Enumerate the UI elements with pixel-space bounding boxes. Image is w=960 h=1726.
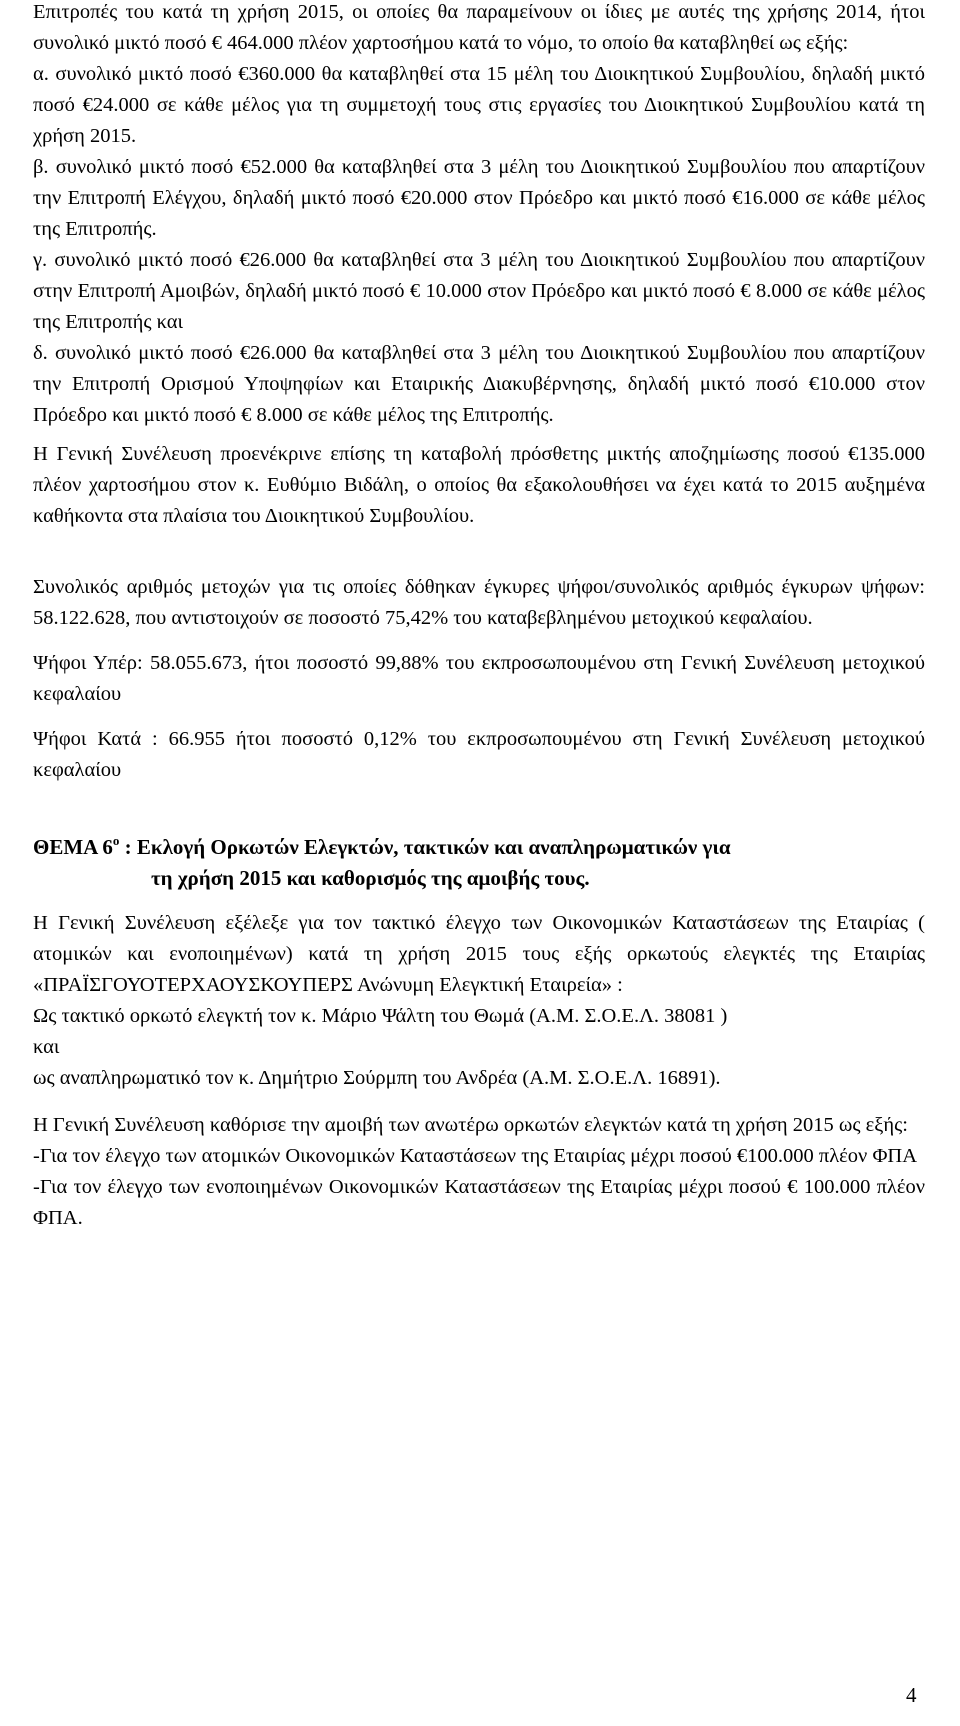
paragraph-auditors-fees: Η Γενική Συνέλευση καθόρισε την αμοιβή των ανωτέρω ορκωτών ελεγκτών κατά τη χρήση 2015 ως εξής:	[33, 1114, 908, 1136]
spacer	[33, 431, 925, 439]
spacer	[33, 710, 925, 724]
heading-title: : Εκλογή Ορκωτών Ελεγκτών, τακτικών και αναπληρωματικών για	[119, 835, 731, 859]
spacer	[33, 786, 925, 832]
paragraph-additional-compensation: Η Γενική Συνέλευση προενέκρινε επίσης τη καταβολή πρόσθετης μικτής αποζημίωσης ποσού €135.000 πλέον χαρτοσήμου στον κ. Ευθύμιο Βιδάλη, ο οποίος θα εξακολουθήσει να έχει κατά το 2015 αυξημένα καθήκοντα στα πλαίσια του Διοικητικού Συμβουλίου.	[33, 443, 925, 527]
spacer	[33, 634, 925, 648]
section-heading-topic-6	[33, 832, 925, 894]
document-body	[33, 0, 925, 1234]
spacer	[33, 532, 925, 572]
heading-superscript: ο	[112, 833, 120, 848]
page-number: 4	[906, 1683, 917, 1707]
spacer	[33, 894, 925, 908]
paragraph-auditors-election: Η Γενική Συνέλευση εξέλεξε για τον τακτικό έλεγχο των Οικονομικών Καταστάσεων της Εταιρίας ( ατομικών και ενοποιημένων) κατά τη χρήση 2015 τους εξής ορκωτούς ελεγκτές της Εταιρίας «ΠΡΑΪΣΓΟΥΟΤΕΡΧΑΟΥΣΚΟΥΠΕΡΣ Ανώνυμη Ελεγκτική Εταιρεία» :	[33, 912, 925, 996]
paragraph-committees-intro: Επιτροπές του κατά τη χρήση 2015, οι οποίες θα παραμείνουν οι ίδιες με αυτές της χρήσης 2014, ήτοι συνολικό μικτό ποσό € 464.000 πλέον χαρτοσήμου κατά το νόμο, το οποίο θα καταβληθεί ως εξής:	[33, 1, 925, 54]
paragraph-item-d: δ. συνολικό μικτό ποσό €26.000 θα καταβληθεί στα 3 μέλη του Διοικητικού Συμβουλίου που απαρτίζουν την Επιτροπή Ορισμού Υποψηφίων και Εταιρικής Διακυβέρνησης, δηλαδή μικτό ποσό €10.000 στον Πρόεδρο και μικτό ποσό € 8.000 σε κάθε μέλος της Επιτροπής.	[33, 342, 925, 426]
paragraph-and: και	[33, 1036, 60, 1058]
paragraph-regular-auditor: Ως τακτικό ορκωτό ελεγκτή τον κ. Μάριο Ψάλτη του Θωμά (Α.Μ. Σ.Ο.Ε.Λ. 38081 )	[33, 1005, 728, 1027]
heading-line-1	[33, 832, 925, 863]
paragraph-fee-standalone: -Για τον έλεγχο των ατομικών Οικονομικών Καταστάσεων της Εταιρίας μέχρι ποσού €100.000 πλέον ΦΠΑ	[33, 1145, 918, 1167]
paragraph-shares-total: Συνολικός αριθμός μετοχών για τις οποίες δόθηκαν έγκυρες ψήφοι/συνολικός αριθμός έγκυρων ψήφων: 58.122.628, που αντιστοιχούν σε ποσοστό 75,42% του καταβεβλημένου μετοχικού κεφαλαίου.	[33, 576, 925, 629]
spacer	[33, 1094, 925, 1110]
paragraph-item-c: γ. συνολικό μικτό ποσό €26.000 θα καταβληθεί στα 3 μέλη του Διοικητικού Συμβουλίου που απαρτίζουν στην Επιτροπή Αμοιβών, δηλαδή μικτό ποσό € 10.000 στον Πρόεδρο και μικτό ποσό € 8.000 σε κάθε μέλος της Επιτροπής και	[33, 249, 925, 333]
heading-line-2: τη χρήση 2015 και καθορισμός της αμοιβής τους.	[151, 866, 590, 890]
paragraph-item-b: β. συνολικό μικτό ποσό €52.000 θα καταβληθεί στα 3 μέλη του Διοικητικού Συμβουλίου που απαρτίζουν την Επιτροπή Ελέγχου, δηλαδή μικτό ποσό €20.000 στον Πρόεδρο και μικτό ποσό €16.000 σε κάθε μέλος της Επιτροπής.	[33, 156, 925, 240]
paragraph-votes-for: Ψήφοι Υπέρ: 58.055.673, ήτοι ποσοστό 99,88% του εκπροσωπουμένου στη Γενική Συνέλευση μετοχικού κεφαλαίου	[33, 652, 925, 705]
paragraph-votes-against: Ψήφοι Κατά : 66.955 ήτοι ποσοστό 0,12% του εκπροσωπουμένου στη Γενική Συνέλευση μετοχικού κεφαλαίου	[33, 728, 925, 781]
paragraph-alternate-auditor: ως αναπληρωματικό τον κ. Δημήτριο Σούρμπη του Ανδρέα (Α.Μ. Σ.Ο.Ε.Λ. 16891).	[33, 1067, 721, 1089]
paragraph-item-a: α. συνολικό μικτό ποσό €360.000 θα καταβληθεί στα 15 μέλη του Διοικητικού Συμβουλίου, δηλαδή μικτό ποσό €24.000 σε κάθε μέλος για τη συμμετοχή τους στις εργασίες του Διοικητικού Συμβουλίου κατά τη χρήση 2015.	[33, 63, 925, 147]
heading-prefix: ΘΕΜΑ 6	[33, 835, 113, 859]
paragraph-fee-consolidated: -Για τον έλεγχο των ενοποιημένων Οικονομικών Καταστάσεων της Εταιρίας μέχρι ποσού € 100.000 πλέον ΦΠΑ.	[33, 1176, 925, 1229]
